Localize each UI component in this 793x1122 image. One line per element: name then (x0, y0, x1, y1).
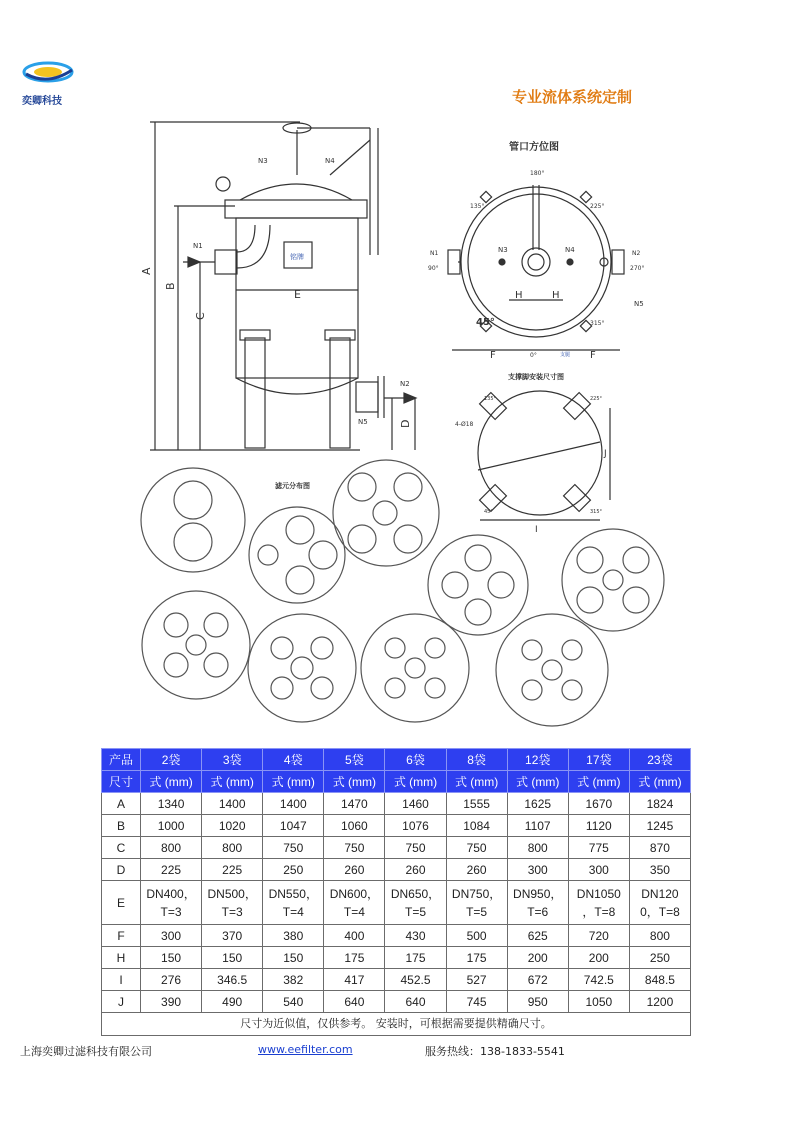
table-cell: 625 (507, 925, 568, 947)
table-cell: 150 (263, 947, 324, 969)
table-header-cell: 式 (mm) (324, 771, 385, 793)
e-line1: DN1050 (576, 886, 621, 901)
e-line2: T=5 (404, 904, 426, 919)
table-row (102, 859, 691, 881)
table-cell: 490 (202, 991, 263, 1013)
table-cell: 350 (629, 859, 690, 881)
table-row (102, 947, 691, 969)
table-cell: 175 (324, 947, 385, 969)
table-cell: 742.5 (568, 969, 629, 991)
filter-layouts (141, 460, 664, 726)
angle-90: 90° (428, 265, 439, 272)
e-line2: T=3 (221, 904, 243, 919)
table-cell: 750 (263, 837, 324, 859)
table-cell: 1060 (324, 815, 385, 837)
table-row-label: C (102, 837, 141, 859)
table-note: 尺寸为近似值，仅供参考。 安装时，可根据需要提供精确尺寸。 (102, 1013, 691, 1036)
table-row-label: D (102, 859, 141, 881)
footer-company: 上海奕卿过滤科技有限公司 (20, 1045, 152, 1058)
e-line1: DN120 (641, 886, 679, 901)
table-cell: 400 (324, 925, 385, 947)
table-cell: 1625 (507, 793, 568, 815)
nozzle-N1-label: N1 (193, 242, 203, 250)
table-row (102, 793, 691, 815)
table-cell: 225 (202, 859, 263, 881)
table-cell: 452.5 (385, 969, 446, 991)
table-cell: 527 (446, 969, 507, 991)
table-header-cell: 式 (mm) (385, 771, 446, 793)
e-line1: DN500， (207, 886, 257, 901)
table-cell: 800 (202, 837, 263, 859)
table-header-cell: 尺寸 (102, 771, 141, 793)
table-cell: 1107 (507, 815, 568, 837)
table-cell: 950 (507, 991, 568, 1013)
table-cell: 1400 (202, 793, 263, 815)
table-row-label: A (102, 793, 141, 815)
table-cell: 200 (568, 947, 629, 969)
angle-180: 180° (530, 170, 545, 177)
table-cell: 750 (385, 837, 446, 859)
table-cell (263, 881, 324, 925)
table-cell (629, 881, 690, 925)
table-header-cell: 4袋 (263, 749, 324, 771)
table-cell: 370 (202, 925, 263, 947)
nameplate-label: 铭牌 (290, 253, 304, 261)
table-cell: 540 (263, 991, 324, 1013)
table-cell: 500 (446, 925, 507, 947)
table-cell: 1120 (568, 815, 629, 837)
support-leg-tag: 支腿 (560, 352, 571, 358)
table-row-label: F (102, 925, 141, 947)
table-cell: 382 (263, 969, 324, 991)
dimension-E-label: E (294, 288, 301, 301)
e-line2: ，T=8 (582, 904, 616, 919)
table-header-cell: 8袋 (446, 749, 507, 771)
table-cell: 775 (568, 837, 629, 859)
table-cell: 1824 (629, 793, 690, 815)
table-body-lower (102, 925, 691, 1013)
orientation-title: 管口方位图 (509, 142, 559, 153)
e-line2: T=6 (527, 904, 549, 919)
table-cell: 1400 (263, 793, 324, 815)
table-cell: 250 (629, 947, 690, 969)
table-cell (324, 881, 385, 925)
logo-text: 奕卿科技 (22, 96, 62, 107)
table-cell: 150 (202, 947, 263, 969)
e-line1: DN400， (146, 886, 196, 901)
e-line1: DN950， (513, 886, 563, 901)
table-cell: 870 (629, 837, 690, 859)
table-body-upper (102, 793, 691, 881)
dimension-H-left: H (515, 290, 523, 301)
table-row (102, 925, 691, 947)
leg-angle-45: 45° (484, 509, 493, 515)
table-header-cell: 23袋 (629, 749, 690, 771)
table-cell: 260 (385, 859, 446, 881)
table-cell: E (102, 881, 141, 925)
top-N3-label: N3 (498, 246, 508, 254)
table-header-cell: 产品 (102, 749, 141, 771)
table-header-cell: 式 (mm) (446, 771, 507, 793)
table-cell (446, 881, 507, 925)
table-note-row (102, 1013, 691, 1036)
table-cell: 800 (141, 837, 202, 859)
table-cell: 800 (507, 837, 568, 859)
e-line2: T=4 (282, 904, 304, 919)
table-cell (141, 881, 202, 925)
table-cell: 300 (568, 859, 629, 881)
table-row-label: B (102, 815, 141, 837)
table-header-cell: 式 (mm) (568, 771, 629, 793)
table-cell: 1200 (629, 991, 690, 1013)
dimension-H-right: H (552, 290, 560, 301)
e-line1: DN550， (268, 886, 318, 901)
dimension-F-left: F (490, 350, 496, 361)
table-header-cell: 式 (mm) (141, 771, 202, 793)
footer-hotline: 服务热线：138-1833-5541 (425, 1045, 565, 1058)
table-cell: 260 (324, 859, 385, 881)
angle-270: 270° (630, 265, 645, 272)
angle-135: 135° (470, 203, 485, 210)
technical-drawing (0, 110, 793, 750)
table-header-cell: 式 (mm) (629, 771, 690, 793)
top-N4-label: N4 (565, 246, 575, 254)
table-cell (202, 881, 263, 925)
slogan: 专业流体系统定制 (512, 88, 633, 106)
table-cell: 800 (629, 925, 690, 947)
dimension-J-label: J (604, 449, 607, 459)
e-line2: T=4 (343, 904, 365, 919)
table-cell: 150 (141, 947, 202, 969)
angle-0: 0° (530, 352, 537, 359)
table-cell: 1047 (263, 815, 324, 837)
table-cell (568, 881, 629, 925)
e-line2: 0，T=8 (640, 904, 680, 919)
table-row (102, 969, 691, 991)
nozzle-N5-label: N5 (358, 418, 368, 426)
table-cell: 640 (324, 991, 385, 1013)
table-cell: 225 (141, 859, 202, 881)
nozzle-orientation-view (428, 140, 644, 361)
table-cell: 1076 (385, 815, 446, 837)
spec-table (101, 748, 691, 1036)
e-line1: DN750， (451, 886, 502, 901)
table-header-cell: 2袋 (141, 749, 202, 771)
leg-angle-225: 225° (590, 396, 603, 402)
table-cell: 300 (507, 859, 568, 881)
leg-view-title: 支撑脚安装尺寸图 (508, 373, 564, 381)
table-cell: 260 (446, 859, 507, 881)
dimension-I-label: I (535, 525, 538, 535)
top-N2-label: N2 (632, 250, 641, 257)
table-cell: 672 (507, 969, 568, 991)
table-cell: 300 (141, 925, 202, 947)
nozzle-N2-label: N2 (400, 380, 410, 388)
table-cell: 175 (385, 947, 446, 969)
table-header-row (102, 749, 691, 771)
table-cell: 1340 (141, 793, 202, 815)
dimension-B-label: B (164, 282, 177, 290)
table-header-cell: 5袋 (324, 749, 385, 771)
angle-45: 45° (476, 317, 495, 328)
table-cell: 1245 (629, 815, 690, 837)
filter-layout-title: 滤元分布图 (275, 482, 310, 490)
table-cell: 276 (141, 969, 202, 991)
leg-hole-label: 4-Ø18 (455, 421, 474, 428)
table-cell: 745 (446, 991, 507, 1013)
table-cell: 250 (263, 859, 324, 881)
table-cell: 380 (263, 925, 324, 947)
angle-225: 225° (590, 203, 605, 210)
table-cell: 1020 (202, 815, 263, 837)
table-cell (385, 881, 446, 925)
top-N5-label: N5 (634, 300, 644, 308)
e-line2: T=5 (466, 904, 488, 919)
dimension-A-label: A (140, 267, 153, 275)
table-header-cell: 3袋 (202, 749, 263, 771)
table-header-cell: 6袋 (385, 749, 446, 771)
dimension-F-right: F (590, 350, 596, 361)
leg-installation-view (455, 372, 610, 535)
table-cell: 175 (446, 947, 507, 969)
table-header-cell: 17袋 (568, 749, 629, 771)
leg-angle-135: 135° (484, 396, 497, 402)
table-row-label: J (102, 991, 141, 1013)
table-cell: 1670 (568, 793, 629, 815)
table-cell: 390 (141, 991, 202, 1013)
table-row-label: H (102, 947, 141, 969)
table-row (102, 837, 691, 859)
e-line2: T=3 (160, 904, 182, 919)
top-N1-label: N1 (430, 250, 439, 257)
table-row-label: I (102, 969, 141, 991)
table-cell (507, 881, 568, 925)
table-cell: 200 (507, 947, 568, 969)
side-elevation (140, 122, 416, 450)
table-cell: 1084 (446, 815, 507, 837)
table-cell: 1460 (385, 793, 446, 815)
table-cell: 848.5 (629, 969, 690, 991)
table-row (102, 881, 691, 925)
table-cell: 430 (385, 925, 446, 947)
table-cell: 750 (446, 837, 507, 859)
e-line1: DN600， (329, 886, 380, 901)
nozzle-N4-label: N4 (325, 157, 335, 165)
angle-315: 315° (590, 320, 605, 327)
table-header-cell: 式 (mm) (263, 771, 324, 793)
footer-website-link[interactable]: www.eefilter.com (258, 1043, 353, 1056)
table-header-row (102, 771, 691, 793)
table-header-cell: 12袋 (507, 749, 568, 771)
table-header-cell: 式 (mm) (507, 771, 568, 793)
table-cell: 720 (568, 925, 629, 947)
table-cell: 1050 (568, 991, 629, 1013)
dimension-C-label: C (194, 312, 207, 320)
table-cell: 1555 (446, 793, 507, 815)
table-cell: 1470 (324, 793, 385, 815)
table-cell: 1000 (141, 815, 202, 837)
table-row (102, 991, 691, 1013)
table-cell: 640 (385, 991, 446, 1013)
table-cell: 417 (324, 969, 385, 991)
leg-angle-315: 315° (590, 509, 603, 515)
e-line1: DN650， (390, 886, 441, 901)
table-header-cell: 式 (mm) (202, 771, 263, 793)
nozzle-N3-label: N3 (258, 157, 268, 165)
table-cell: 346.5 (202, 969, 263, 991)
table-row (102, 815, 691, 837)
dimension-D-label: D (399, 419, 412, 428)
table-cell: 750 (324, 837, 385, 859)
